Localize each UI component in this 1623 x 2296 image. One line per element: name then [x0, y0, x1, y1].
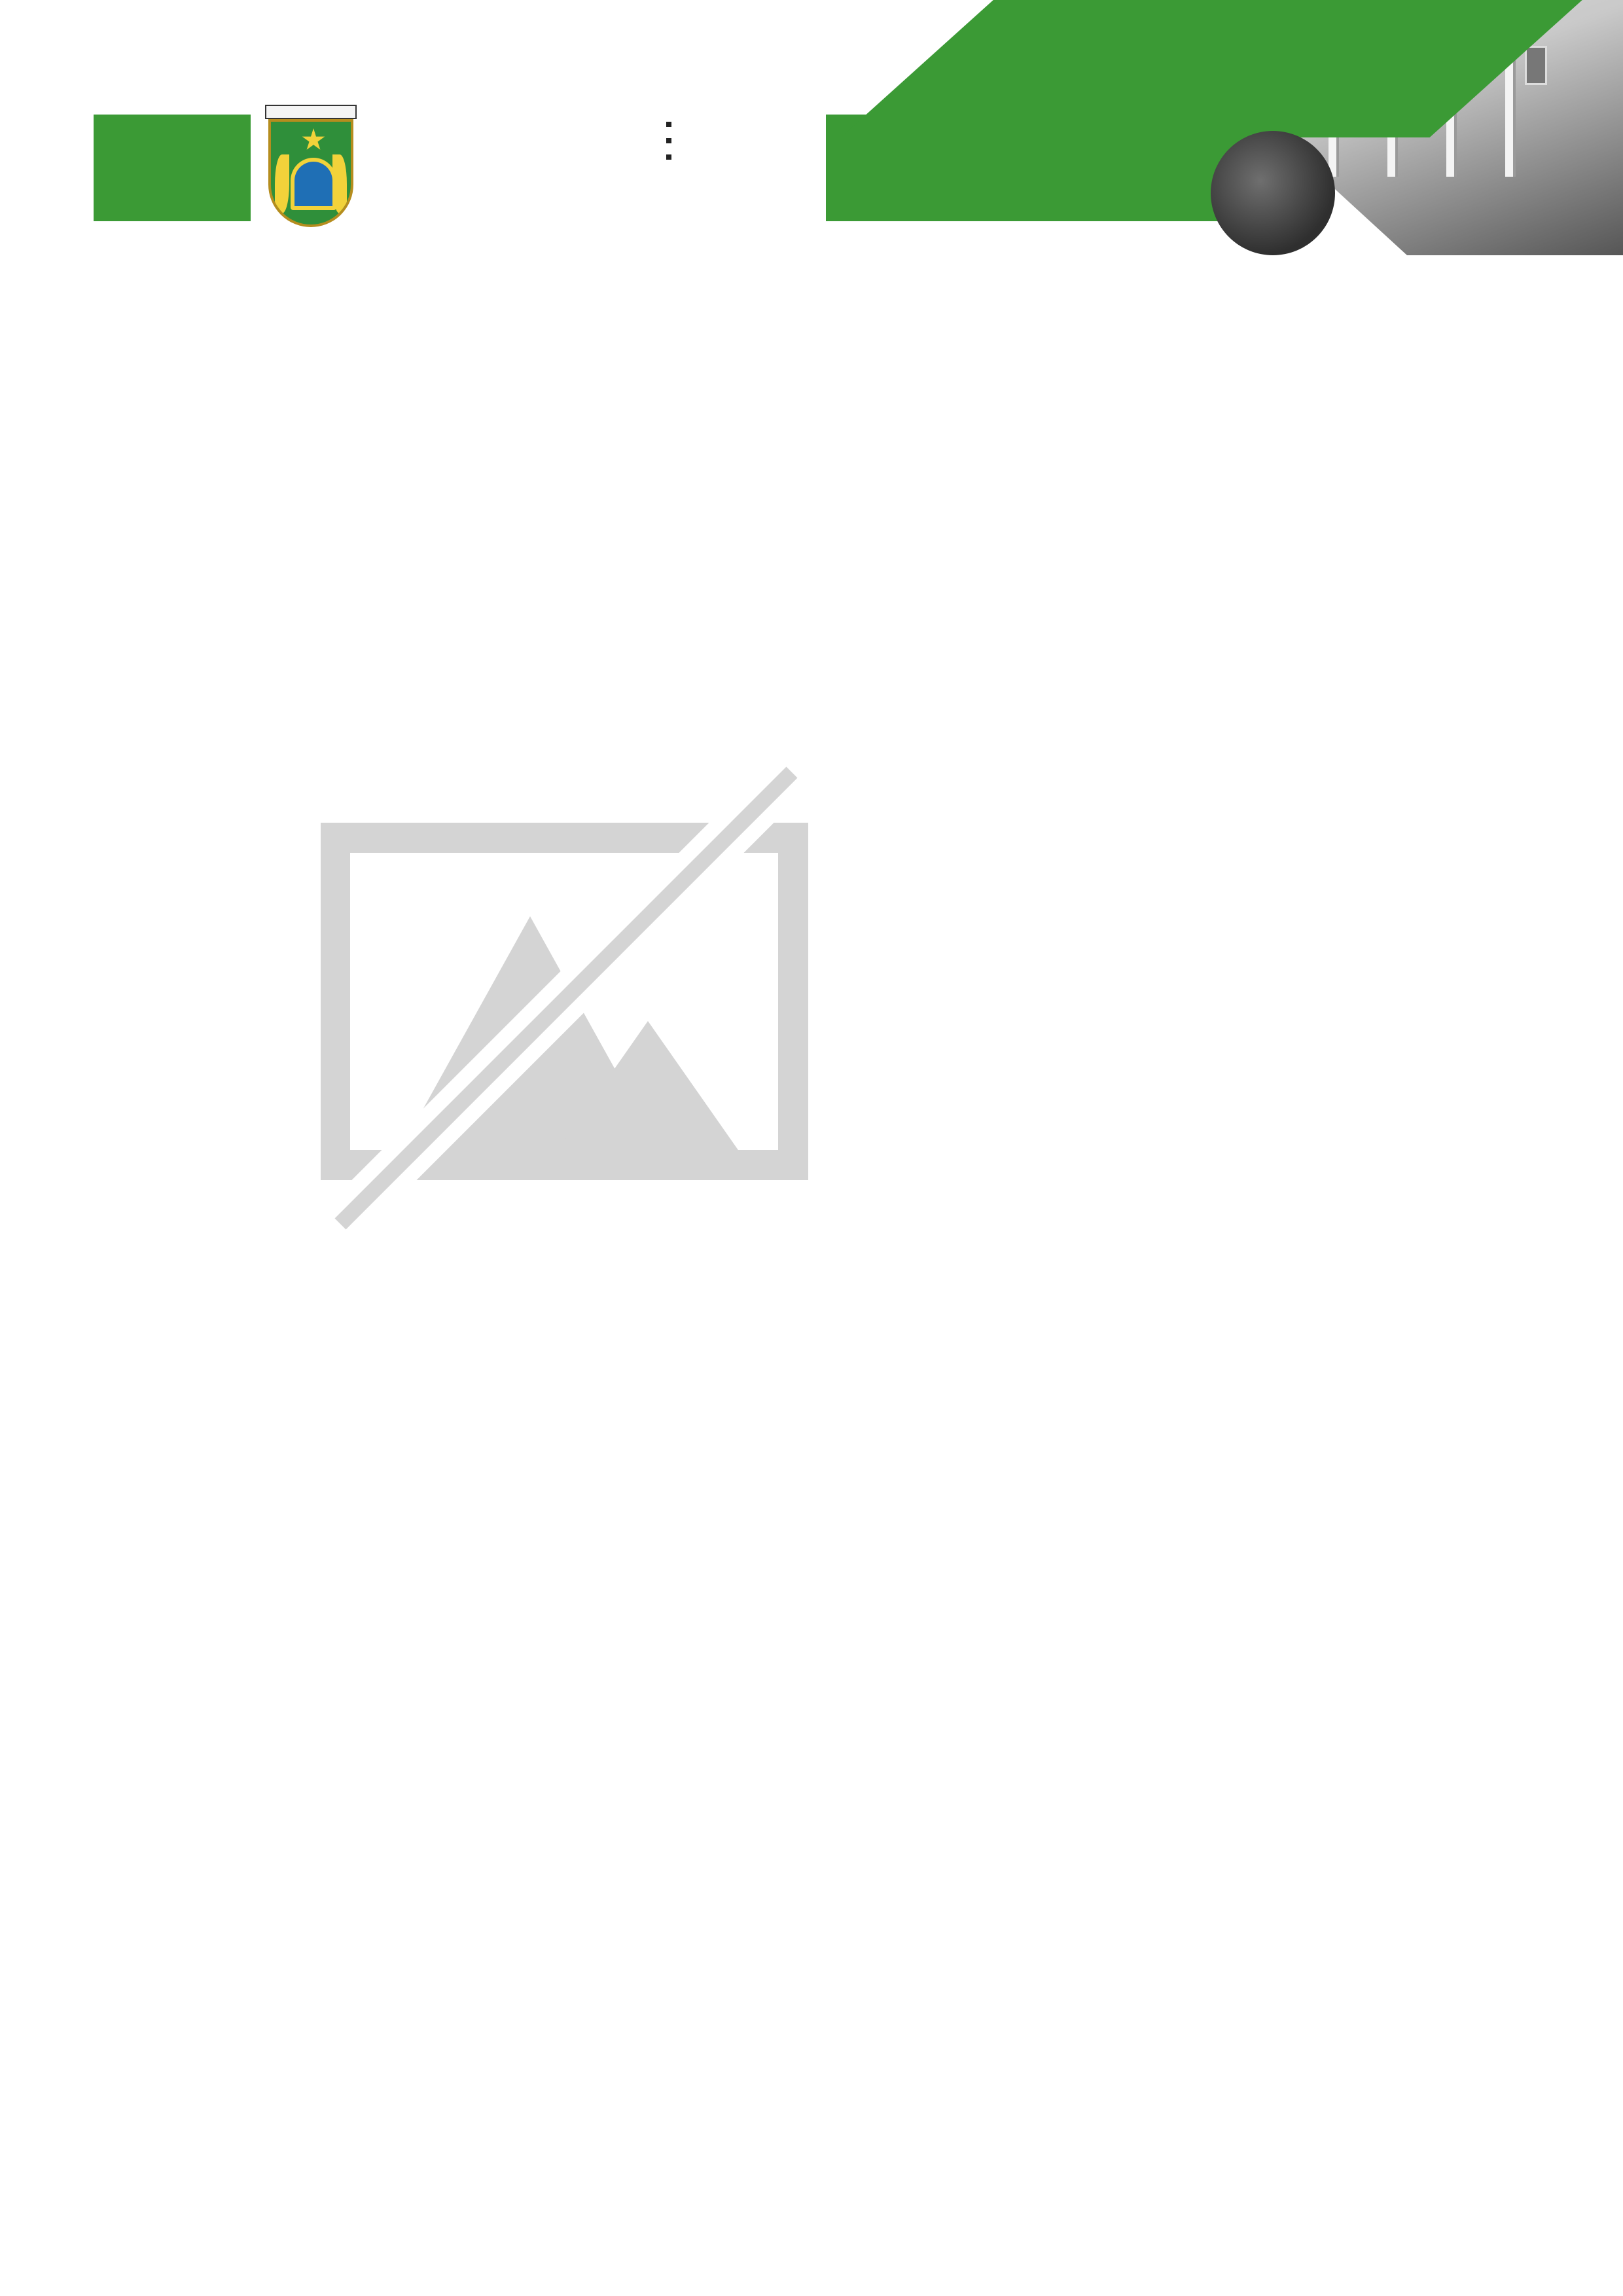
kabupaten-crest-logo [265, 105, 357, 229]
tagline-item [666, 148, 675, 164]
dome-icon [291, 158, 336, 210]
tagline-item [666, 115, 675, 132]
crest-shield [268, 119, 353, 227]
no-image-placeholder [321, 753, 818, 1322]
crest-banner [265, 105, 357, 119]
tagline-item [666, 132, 675, 148]
brand-tagline [666, 115, 675, 164]
star-icon [302, 128, 325, 152]
qr-code [1070, 579, 1286, 795]
tree-photo [1211, 131, 1335, 255]
page-header [0, 0, 1623, 255]
header-green-band-left [94, 115, 251, 221]
leaf-icon [275, 154, 289, 213]
